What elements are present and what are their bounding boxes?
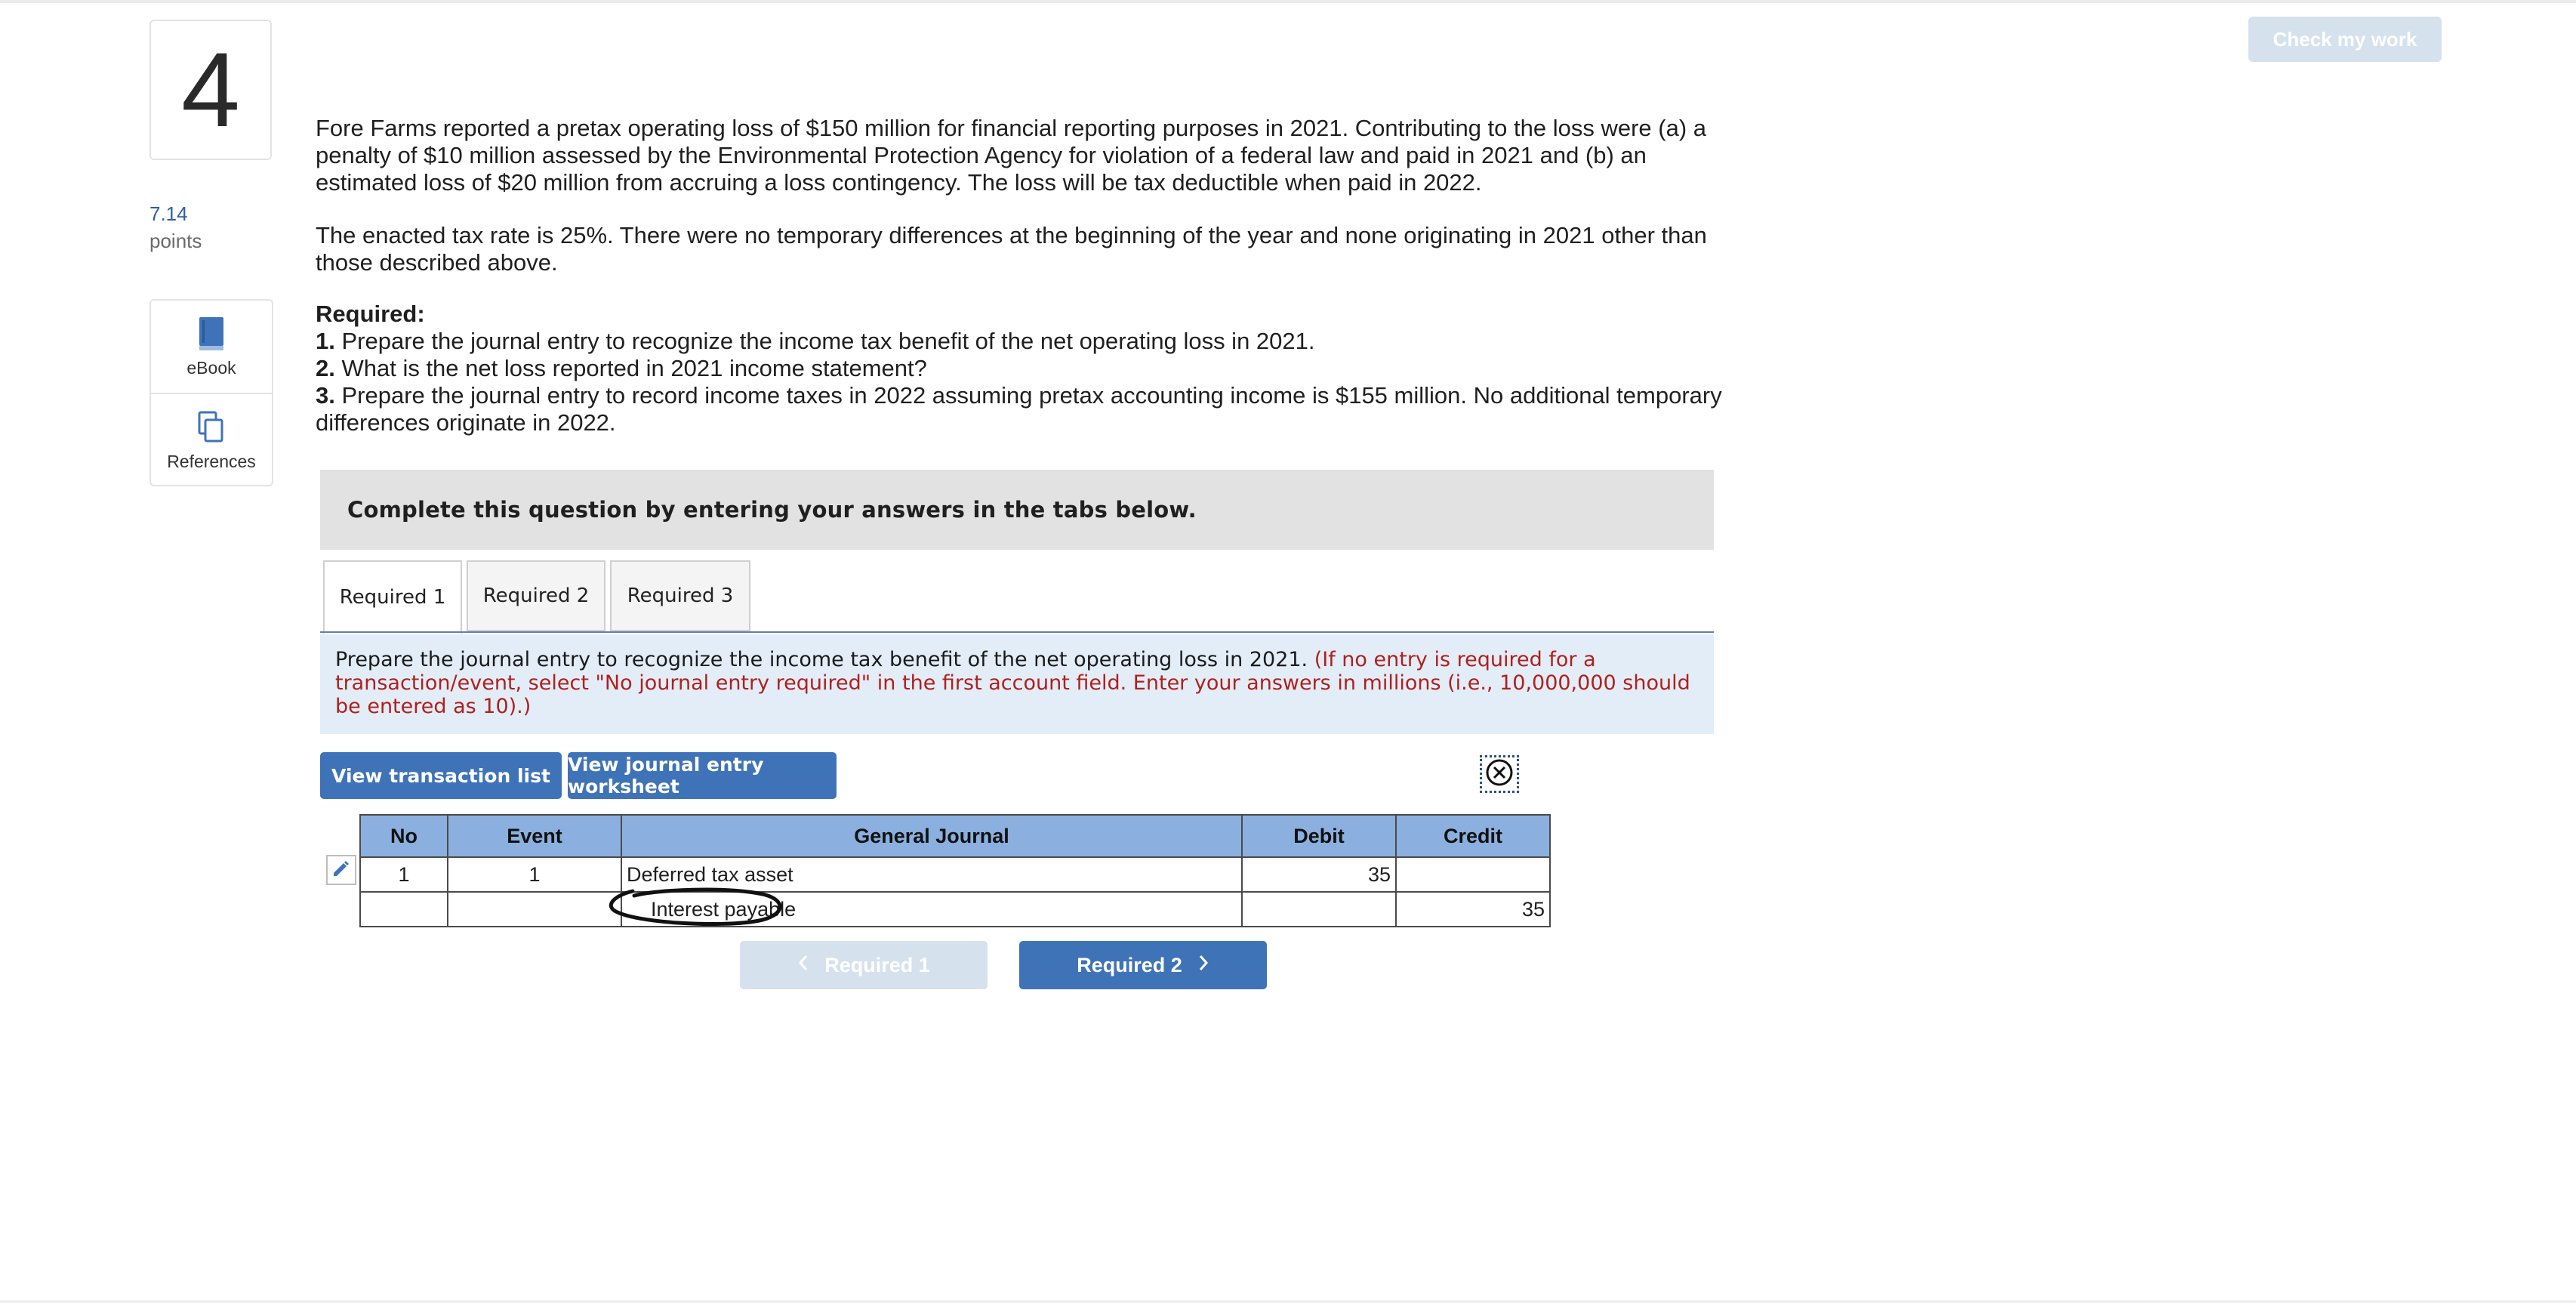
tab-required-3[interactable]: Required 3 (610, 560, 750, 631)
cell-event: 1 (448, 857, 621, 892)
chevron-right-icon (1197, 954, 1209, 977)
prompt-text: Prepare the journal entry to recognize the income tax benefit of the net operating loss in 2021. (335, 648, 1308, 671)
required-heading: Required: (316, 301, 425, 327)
points-label: points (149, 230, 202, 252)
requirement-2: 2. What is the net loss reported in 2021 income statement? (316, 355, 927, 381)
previous-label: Required 1 (824, 953, 930, 976)
header-debit: Debit (1242, 815, 1396, 857)
table-row (360, 857, 1550, 892)
top-divider (0, 0, 2576, 3)
chevron-left-icon (797, 954, 809, 977)
check-my-work-button[interactable]: Check my work (2248, 17, 2442, 62)
close-icon (1485, 758, 1514, 791)
problem-paragraph-1: Fore Farms reported a pretax operating loss of $150 million for financial reporting purposes in 2021. Contributing to the loss were (a) a penalty of $10 million assessed by the Environmental Protection Agency for violation of a federal law and paid in 2021 and (b) an estimated loss of $20 million from accruing a loss contingency. The loss will be tax deductible when paid in 2022. (316, 115, 1707, 196)
cell-credit[interactable] (1396, 857, 1550, 892)
header-no: No (360, 815, 448, 857)
tab-required-1[interactable]: Required 1 (323, 560, 462, 634)
problem-paragraph-2: The enacted tax rate is 25%. There were no temporary differences at the beginning of the year and none originating in 2021 other than those described above. (316, 222, 1707, 276)
view-transaction-list-button[interactable]: View transaction list (320, 752, 562, 799)
references-label: References (167, 452, 256, 471)
header-general-journal: General Journal (621, 815, 1242, 857)
cell-credit[interactable]: 35 (1396, 892, 1550, 927)
book-icon (195, 316, 228, 352)
tool-divider (151, 393, 272, 394)
requirement-3: 3. Prepare the journal entry to record income taxes in 2022 assuming pretax accounting income is $155 million. No additional temporary differences originate in 2022. (316, 382, 1722, 436)
previous-required-button[interactable] (740, 941, 988, 989)
cell-account[interactable]: Interest payable (621, 892, 1242, 927)
points-value: 7.14 (149, 202, 188, 225)
edit-entry-button[interactable] (326, 855, 356, 885)
copy-documents-icon (195, 409, 228, 446)
header-credit: Credit (1396, 815, 1550, 857)
cell-account[interactable]: Deferred tax asset (621, 857, 1242, 892)
cell-no (360, 892, 448, 927)
bottom-divider (0, 1300, 2576, 1303)
requirements-list (316, 301, 1735, 436)
header-event: Event (448, 815, 621, 857)
next-label: Required 2 (1077, 953, 1182, 976)
cell-debit[interactable] (1242, 892, 1396, 927)
requirement-1: 1. Prepare the journal entry to recognize the income tax benefit of the net operating loss in 2021. (316, 328, 1315, 354)
resource-tools (149, 299, 273, 486)
tab-required-2[interactable]: Required 2 (467, 560, 605, 631)
prompt-note: (If no entry is required for a transaction/event, select "No journal entry required" in the first account field. Enter your answers in millions (i.e., 10,000,000 should be entered as 10).) (335, 648, 1690, 718)
ebook-button[interactable] (151, 316, 272, 378)
pencil-icon (331, 858, 352, 883)
instructions-banner: Complete this question by entering your answers in the tabs below. (320, 470, 1714, 550)
view-journal-worksheet-button[interactable]: View journal entry worksheet (568, 752, 837, 799)
cell-debit[interactable]: 35 (1242, 857, 1396, 892)
references-button[interactable] (151, 409, 272, 472)
tab-underline (320, 631, 1714, 633)
question-number: 4 (149, 20, 272, 160)
cell-event (448, 892, 621, 927)
table-row (360, 892, 1550, 927)
tab-prompt (320, 634, 1714, 734)
ebook-label: eBook (186, 358, 236, 378)
cell-no: 1 (360, 857, 448, 892)
close-button[interactable] (1480, 755, 1519, 793)
journal-table (359, 814, 1551, 927)
next-required-button[interactable] (1019, 941, 1267, 989)
